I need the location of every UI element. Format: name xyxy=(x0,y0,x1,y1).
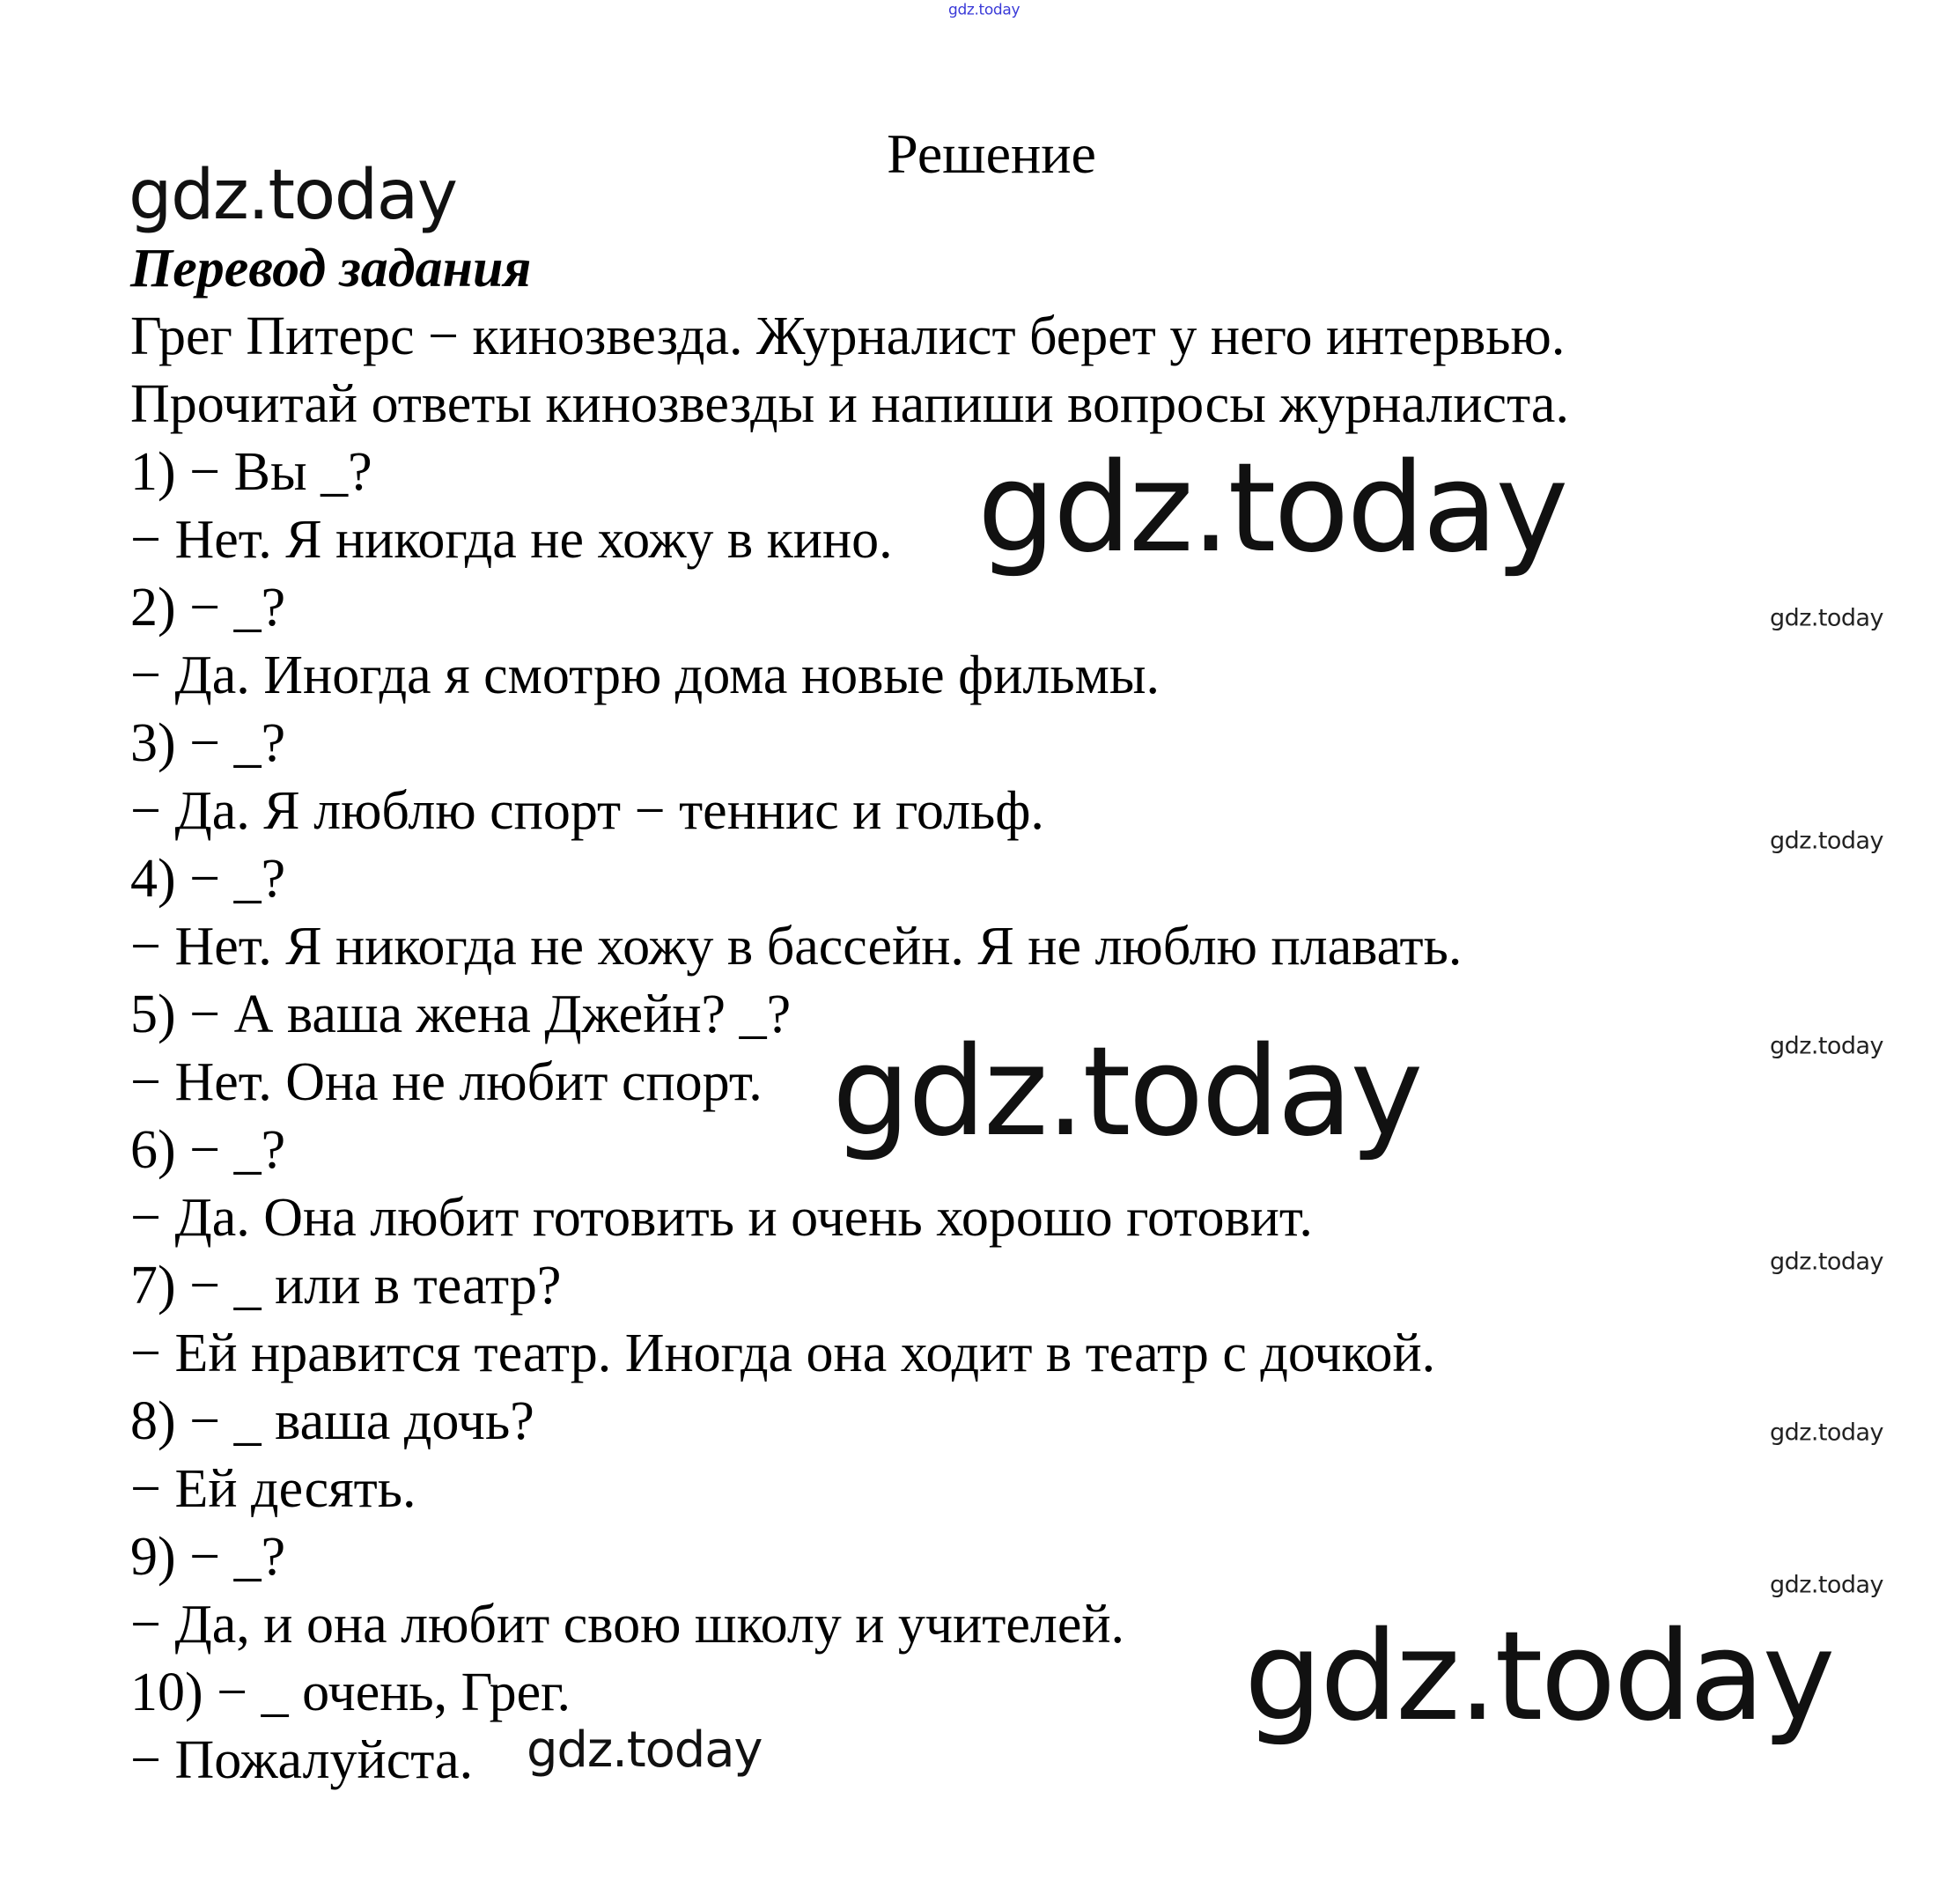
watermark: gdz.today xyxy=(977,437,1566,580)
question-line: 9) − _? xyxy=(130,1527,286,1587)
question-line: 1) − Вы _? xyxy=(130,442,372,502)
text-line: Прочитай ответы кинозвезды и напиши вопросы журналиста. xyxy=(130,374,1569,434)
question-line: 6) − _? xyxy=(130,1120,286,1180)
answer-line: − Нет. Я никогда не хожу в кино. xyxy=(130,510,893,570)
answer-line: − Да. Я люблю спорт − теннис и гольф. xyxy=(130,781,1044,841)
answer-line: − Нет. Она не любит спорт. xyxy=(130,1052,763,1112)
text-line: Грег Питерс − кинозвезда. Журналист берет у него интервью. xyxy=(130,306,1566,366)
watermark: gdz.today xyxy=(1770,1248,1883,1276)
question-line: 2) − _? xyxy=(130,578,286,638)
watermark: gdz.today xyxy=(1770,604,1883,632)
answer-line: − Ей нравится театр. Иногда она ходит в театр с дочкой. xyxy=(130,1323,1436,1383)
watermark: gdz.today xyxy=(832,1021,1421,1164)
watermark: gdz.today xyxy=(1244,1605,1833,1749)
answer-line: − Нет. Я никогда не хожу в бассейн. Я не люблю плавать. xyxy=(130,917,1463,977)
question-line: 7) − _ или в театр? xyxy=(130,1256,562,1316)
watermark: gdz.today xyxy=(1770,1032,1883,1060)
watermark-top: gdz.today xyxy=(948,1,1021,19)
watermark: gdz.today xyxy=(1770,1571,1883,1599)
answer-line: − Да. Иногда я смотрю дома новые фильмы. xyxy=(130,645,1161,705)
page-title: Решение xyxy=(887,122,1096,185)
answer-line: − Пожалуйста. xyxy=(130,1730,474,1790)
question-line: 10) − _ очень, Грег. xyxy=(130,1662,571,1722)
watermark: gdz.today xyxy=(1770,1419,1883,1447)
answer-line: − Да, и она любит свою школу и учителей. xyxy=(130,1595,1125,1655)
question-line: 8) − _ ваша дочь? xyxy=(130,1391,534,1451)
section-heading: Перевод задания xyxy=(130,239,532,299)
question-line: 3) − _? xyxy=(130,713,286,773)
answer-line: − Да. Она любит готовить и очень хорошо готовит. xyxy=(130,1188,1313,1248)
answer-line: − Ей десять. xyxy=(130,1459,416,1519)
question-line: 5) − А ваша жена Джейн? _? xyxy=(130,984,792,1044)
watermark: gdz.today xyxy=(527,1721,763,1779)
watermark: gdz.today xyxy=(1770,827,1883,855)
question-line: 4) − _? xyxy=(130,849,286,909)
watermark: gdz.today xyxy=(129,156,457,235)
